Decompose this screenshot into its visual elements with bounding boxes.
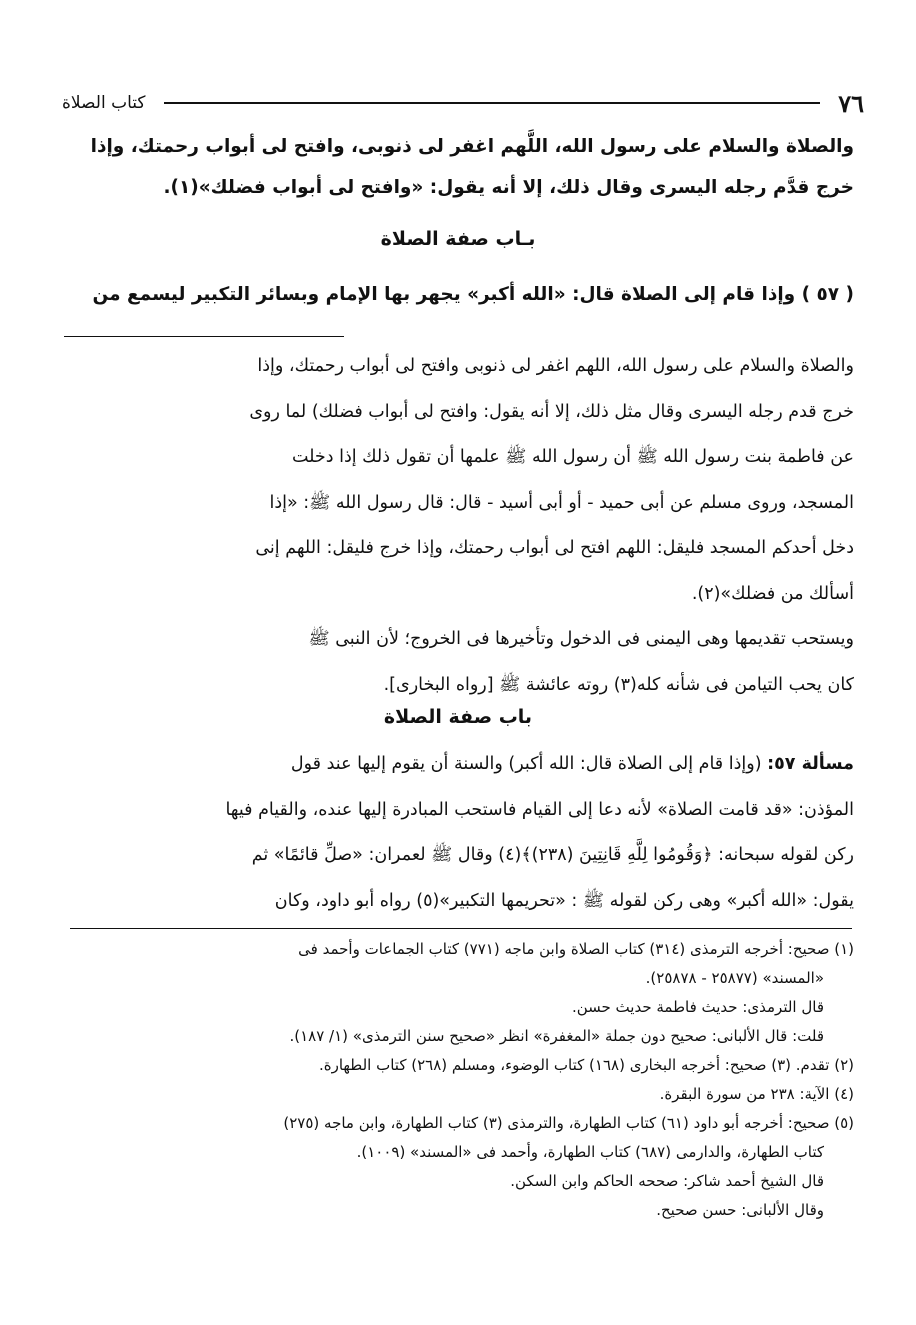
commentary-line: خرج قدم رجله اليسرى وقال مثل ذلك، إلا أنه يقول: وافتح لى أبواب فضلك) لما روى (249, 401, 854, 422)
footnote-line: قلت: قال الألبانى: صحيح دون جملة «المغفرة» انظر «صحيح سنن الترمذى» (١/ ١٨٧). (289, 1027, 824, 1045)
commentary-line: كان يحب التيامن فى شأنه كله(٣) روته عائشة ﷺ [رواه البخارى]. (383, 674, 854, 695)
footnote-line: وقال الألبانى: حسن صحيح. (656, 1201, 824, 1219)
commentary-line: دخل أحدكم المسجد فليقل: اللهم افتح لى أبواب رحمتك، وإذا خرج فليقل: اللهم إنى (255, 538, 854, 558)
header-rule (164, 102, 821, 104)
page-header (62, 88, 864, 118)
commentary-text (64, 344, 854, 708)
footnote-line: «المسند» (٢٥٨٧٧ - ٢٥٨٧٨). (645, 969, 824, 987)
footnotes (64, 935, 854, 1225)
masala-line: المؤذن: «قد قامت الصلاة» لأنه دعا إلى القيام فاستحب المبادرة إليها عنده، والقيام فيها (225, 799, 854, 820)
matn-line: والصلاة والسلام على رسول الله، اللَّهم اغفر لى ذنوبى، وافتح لى أبواب رحمتك، وإذا (90, 136, 854, 157)
footnote-line: (١) صحيح: أخرجه الترمذى (٣١٤) كتاب الصلاة وابن ماجه (٧٧١) كتاب الجماعات وأحمد فى (298, 940, 854, 958)
matn-line: خرج قدَّم رجله اليسرى وقال ذلك، إلا أنه يقول: «وافتح لى أبواب فضلك»(١). (163, 177, 854, 198)
matn-line: ( ٥٧ ) وإذا قام إلى الصلاة قال: «الله أكبر» يجهر بها الإمام وبسائر التكبير ليسمع من (92, 284, 854, 305)
commentary-line: والصلاة والسلام على رسول الله، اللهم اغفر لى ذنوبى وافتح لى أبواب رحمتك، وإذا (257, 356, 854, 376)
page-number: ٧٦ (838, 88, 864, 118)
running-title: كتاب الصلاة (62, 93, 146, 113)
footnote-line: كتاب الطهارة، والدارمى (٦٨٧) كتاب الطهارة، وأحمد فى «المسند» (١٠٠٩). (356, 1143, 824, 1161)
footnote-line: (٢) تقدم. (٣) صحيح: أخرجه البخارى (١٦٨) كتاب الوضوء، ومسلم (٢٦٨) كتاب الطهارة. (318, 1056, 854, 1074)
section-heading: بـاب صفة الصلاة (380, 228, 536, 250)
matn-separator (64, 336, 344, 337)
masala-line: ركن لقوله سبحانه: ﴿وَقُومُوا لِلَّهِ قَانِتِينَ (٢٣٨)﴾(٤) وقال ﷺ لعمران: «صلِّ قائمًا» ثم (251, 845, 854, 865)
footnote-line: قال الشيخ أحمد شاكر: صححه الحاكم وابن السكن. (510, 1172, 824, 1190)
masala-label: مسألة ٥٧: (767, 754, 854, 774)
masala-intro: (وإذا قام إلى الصلاة قال: الله أكبر) والسنة أن يقوم إليها عند قول (290, 754, 762, 774)
matn-issue-57 (64, 274, 854, 315)
masala-text (64, 742, 854, 924)
commentary-line: أسألك من فضلك»(٢). (691, 583, 854, 604)
masala-first-line (64, 742, 854, 788)
commentary-line: ويستحب تقديمها وهى اليمنى فى الدخول وتأخيرها فى الخروج؛ لأن النبى ﷺ (308, 629, 854, 649)
footnote-line: (٥) صحيح: أخرجه أبو داود (٦١) كتاب الطهارة، والترمذى (٣) كتاب الطهارة، وابن ماجه (٢٧٥) (283, 1114, 854, 1132)
commentary-line: عن فاطمة بنت رسول الله ﷺ أن رسول الله ﷺ علمها أن تقول ذلك إذا دخلت (291, 447, 854, 467)
footnote-separator (70, 928, 852, 929)
footnote-line: قال الترمذى: حديث فاطمة حديث حسن. (571, 998, 824, 1016)
masala-line: يقول: «الله أكبر» وهى ركن لقوله ﷺ : «تحريمها التكبير»(٥) رواه أبو داود، وكان (274, 890, 854, 911)
commentary-line: المسجد، وروى مسلم عن أبى حميد - أو أبى أسيد - قال: قال رسول الله ﷺ: «إذا (269, 492, 854, 513)
footnote-line: (٤) الآية: ٢٣٨ من سورة البقرة. (659, 1085, 854, 1103)
section-heading-2: باب صفة الصلاة (383, 706, 533, 728)
matn-text (64, 126, 854, 208)
